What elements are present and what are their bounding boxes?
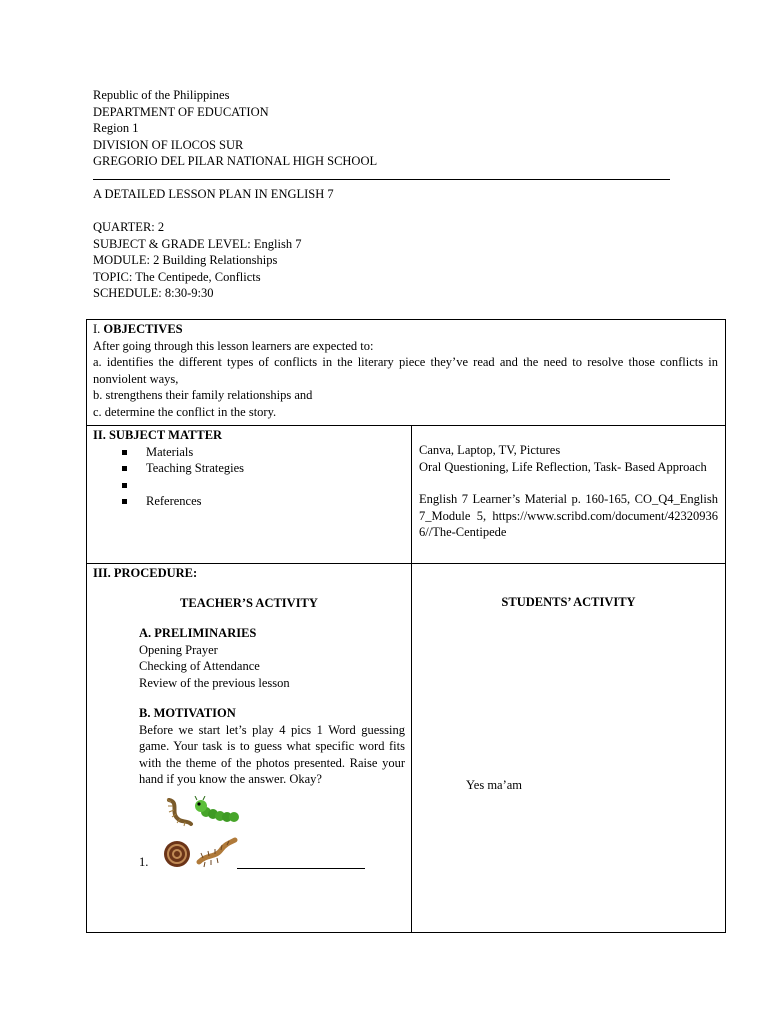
header-republic: Republic of the Philippines <box>93 88 230 102</box>
meta-quarter: QUARTER: 2 <box>93 220 165 234</box>
meta-topic: TOPIC: The Centipede, Conflicts <box>93 269 261 284</box>
motivation-heading: B. MOTIVATION <box>139 706 236 720</box>
teacher-activity-heading: TEACHER’S ACTIVITY <box>180 595 318 610</box>
header-region: Region 1 <box>93 121 139 135</box>
strategies-value: Oral Questioning, Life Reflection, Task- Based Approach <box>419 459 707 474</box>
teacher-activity-cell <box>87 564 412 933</box>
prelim-opening-prayer: Opening Prayer <box>139 642 218 657</box>
objective-a: a. identifies the different types of conflicts in the literary piece they’ve read and the need to resolve those conflicts in nonviolent ways, <box>93 355 718 386</box>
four-pics-one-word <box>139 796 405 876</box>
objectives-cell <box>87 320 726 426</box>
spacer <box>419 475 718 491</box>
objective-b: b. strengthens their family relationships and <box>93 388 313 402</box>
objective-c: c. determine the conflict in the story. <box>93 404 277 419</box>
list-item-strategies: Teaching Strategies <box>122 460 405 477</box>
subject-matter-left <box>87 426 412 564</box>
procedure-row <box>87 564 726 933</box>
objectives-row <box>87 320 726 426</box>
meta-schedule: SCHEDULE: 8:30-9:30 <box>93 286 214 300</box>
references-value: English 7 Learner’s Material p. 160-165, CO_Q4_English 7_Module 5, https://www.scribd.com/document/423209366//The-Centipede <box>419 492 718 539</box>
answer-blank <box>237 868 365 869</box>
objectives-heading-text: OBJECTIVES <box>103 322 183 336</box>
centipede-icon <box>167 799 191 826</box>
lesson-plan-table <box>86 319 726 933</box>
header-division: DIVISION OF ILOCOS SUR <box>93 137 244 152</box>
centipede-icon-2 <box>199 840 235 867</box>
list-spacer <box>122 477 405 493</box>
list-item-references: References <box>122 493 405 510</box>
meta-subject: SUBJECT & GRADE LEVEL: English 7 <box>93 236 302 251</box>
preliminaries-heading: A. PRELIMINARIES <box>139 626 257 640</box>
millipede-icon <box>164 841 190 867</box>
lesson-plan-title: A DETAILED LESSON PLAN IN ENGLISH 7 <box>93 187 334 201</box>
header-school: GREGORIO DEL PILAR NATIONAL HIGH SCHOOL <box>93 154 378 168</box>
caterpillar-icon <box>195 796 239 822</box>
objectives-heading <box>93 321 718 338</box>
puzzle-pictures <box>161 796 271 876</box>
objectives-intro: After going through this lesson learners are expected to: <box>93 338 374 353</box>
subject-matter-row <box>87 426 726 564</box>
materials-value: Canva, Laptop, TV, Pictures <box>419 443 561 457</box>
subject-matter-list <box>93 444 405 510</box>
header-divider <box>93 179 670 180</box>
lesson-meta <box>93 219 301 302</box>
student-reply: Yes ma’am <box>466 778 523 792</box>
prelim-review: Review of the previous lesson <box>139 675 290 690</box>
school-header <box>93 87 693 170</box>
header-department: DEPARTMENT OF EDUCATION <box>93 104 269 119</box>
subject-matter-heading: II. SUBJECT MATTER <box>93 428 223 442</box>
objectives-numeral: I. <box>93 322 101 336</box>
motivation-text: Before we start let’s play 4 pics 1 Word guessing game. Your task is to guess what specific word fits with the theme of the photos presented. Raise your hand if you know the answer. Okay? <box>139 722 405 786</box>
procedure-heading: III. PROCEDURE: <box>93 566 198 580</box>
students-activity-heading: STUDENTS’ ACTIVITY <box>501 595 636 609</box>
prelim-attendance: Checking of Attendance <box>139 659 260 673</box>
item-number: 1. <box>139 854 149 869</box>
subject-matter-right <box>412 426 726 564</box>
students-activity-cell <box>412 564 726 933</box>
meta-module: MODULE: 2 Building Relationships <box>93 253 278 267</box>
list-item-materials: Materials <box>122 444 405 461</box>
